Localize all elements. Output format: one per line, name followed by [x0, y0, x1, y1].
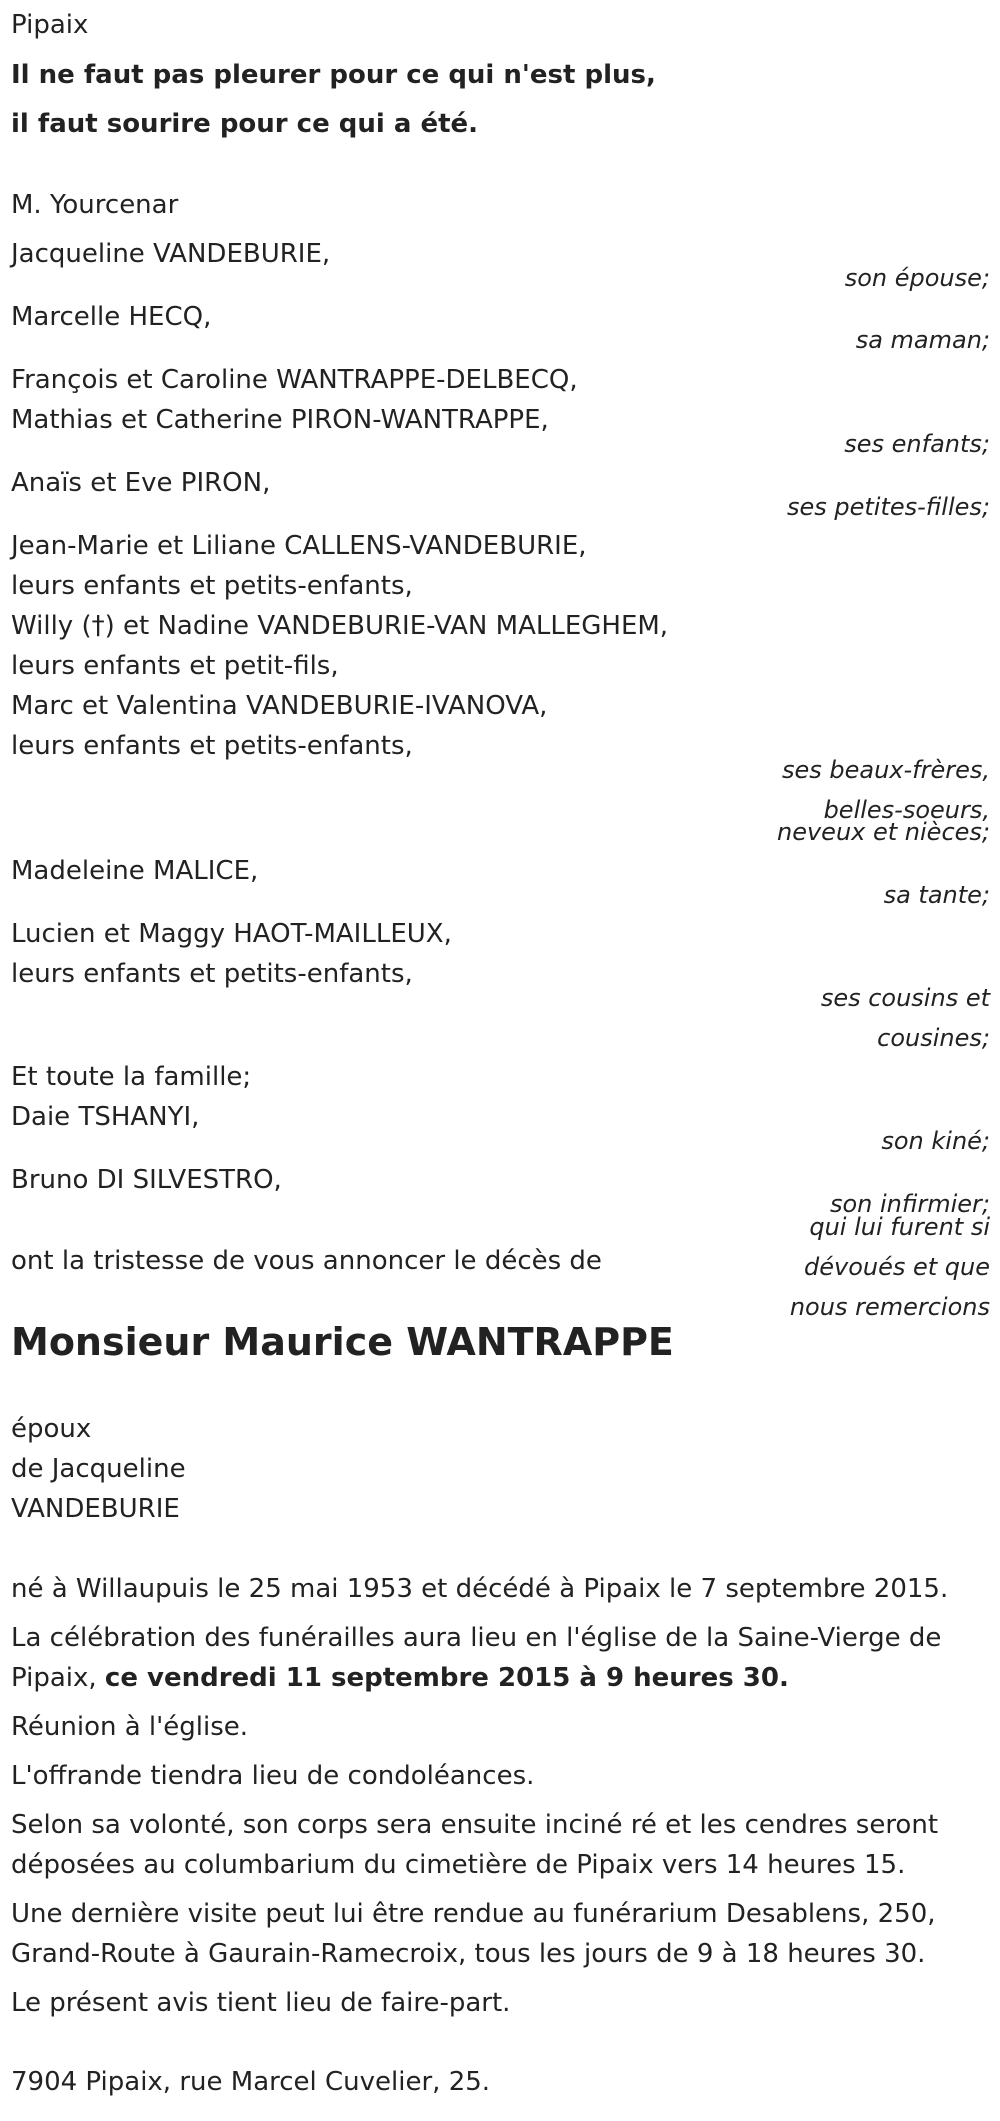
family-name: leurs enfants et petit-fils,	[11, 651, 339, 681]
family-relation: neveux et nièces;	[777, 818, 990, 846]
spouse-line: VANDEBURIE	[11, 1494, 180, 1524]
location: Pipaix	[11, 10, 89, 40]
visit-line-1: Une dernière visite peut lui être rendue au funérarium Desablens, 250,	[11, 1899, 936, 1929]
announcement: ont la tristesse de vous annoncer le décès de	[11, 1246, 602, 1276]
family-name: leurs enfants et petits-enfants,	[11, 571, 413, 601]
family-name: François et Caroline WANTRAPPE-DELBECQ,	[11, 365, 578, 395]
family-relation: belles-soeurs,	[823, 796, 990, 824]
family-relation: cousines;	[877, 1024, 990, 1052]
family-relation: ses petites-filles;	[786, 493, 990, 521]
visit-line-2: Grand-Route à Gaurain-Ramecroix, tous les jours de 9 à 18 heures 30.	[11, 1939, 926, 1969]
birth-death: né à Willaupuis le 25 mai 1953 et décédé à Pipaix le 7 septembre 2015.	[11, 1574, 949, 1604]
family-name: Jean-Marie et Liliane CALLENS-VANDEBURIE,	[11, 531, 587, 561]
deceased-name: Monsieur Maurice WANTRAPPE	[11, 1320, 674, 1364]
reunion: Réunion à l'église.	[11, 1712, 249, 1742]
quote-line-2: il faut sourire pour ce qui a été.	[11, 109, 479, 139]
cremation-line-2: déposées au columbarium du cimetière de Pipaix vers 14 heures 15.	[11, 1850, 906, 1880]
cremation-line-1: Selon sa volonté, son corps sera ensuite inciné ré et les cendres seront	[11, 1810, 939, 1840]
spouse-line: époux	[11, 1414, 92, 1444]
quote-line-1: Il ne faut pas pleurer pour ce qui n'est plus,	[11, 60, 656, 90]
family-name: Jacqueline VANDEBURIE,	[11, 239, 331, 269]
family-name: Daie TSHANYI,	[11, 1102, 200, 1132]
family-relation: sa maman;	[855, 326, 990, 354]
quote-attribution: M. Yourcenar	[11, 190, 179, 220]
family-relation: sa tante;	[883, 881, 990, 909]
address: 7904 Pipaix, rue Marcel Cuvelier, 25.	[11, 2067, 491, 2097]
family-name: Marcelle HECQ,	[11, 302, 212, 332]
family-relation: ses enfants;	[844, 430, 990, 458]
family-name: Madeleine MALICE,	[11, 856, 259, 886]
family-relation: ses cousins et	[820, 984, 990, 1012]
ceremony-date: ce vendredi 11 septembre 2015 à 9 heures 30.	[104, 1663, 789, 1693]
family-name: Willy (†) et Nadine VANDEBURIE-VAN MALLEGHEM,	[11, 611, 669, 641]
family-relation: son épouse;	[844, 264, 990, 292]
family-name: Mathias et Catherine PIRON-WANTRAPPE,	[11, 405, 549, 435]
family-relation: son kiné;	[881, 1127, 990, 1155]
family-relation: nous remercions	[789, 1293, 990, 1321]
family-name: leurs enfants et petits-enfants,	[11, 731, 413, 761]
family-name: leurs enfants et petits-enfants,	[11, 959, 413, 989]
condolences: L'offrande tiendra lieu de condoléances.	[11, 1761, 535, 1791]
family-name: Lucien et Maggy HAOT-MAILLEUX,	[11, 919, 452, 949]
family-relation: son infirmier;	[829, 1190, 990, 1218]
family-name: Bruno DI SILVESTRO,	[11, 1165, 282, 1195]
family-name: Et toute la famille;	[11, 1062, 252, 1092]
family-name: Anaïs et Eve PIRON,	[11, 468, 271, 498]
spouse-line: de Jacqueline	[11, 1454, 186, 1484]
notice: Le présent avis tient lieu de faire-part.	[11, 1988, 511, 2018]
ceremony-place: Pipaix,	[11, 1663, 105, 1693]
ceremony-line-1: La célébration des funérailles aura lieu en l'église de la Saine-Vierge de	[11, 1623, 942, 1653]
family-relation: qui lui furent si	[809, 1213, 990, 1241]
family-name: Marc et Valentina VANDEBURIE-IVANOVA,	[11, 691, 548, 721]
ceremony-line-2	[11, 1658, 789, 1698]
family-relation: dévoués et que	[803, 1253, 990, 1281]
family-relation: ses beaux-frères,	[781, 756, 990, 784]
